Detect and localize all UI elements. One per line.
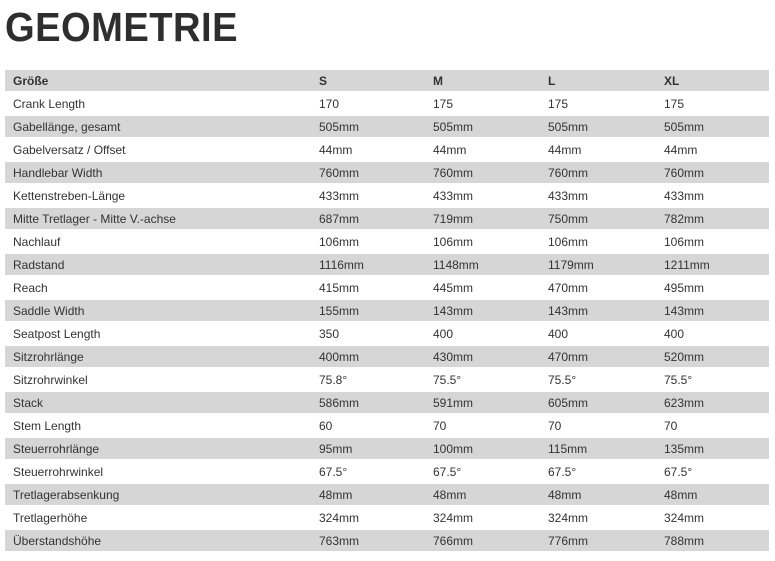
cell-size-m: 505mm bbox=[425, 115, 540, 138]
cell-size-l: 44mm bbox=[540, 138, 656, 161]
cell-size-m: 766mm bbox=[425, 529, 540, 552]
row-label: Handlebar Width bbox=[5, 161, 311, 184]
table-row bbox=[5, 161, 769, 184]
row-label: Kettenstreben-Länge bbox=[5, 184, 311, 207]
cell-size-xl: 505mm bbox=[656, 115, 769, 138]
row-label: Crank Length bbox=[5, 92, 311, 115]
cell-size-l: 67.5° bbox=[540, 460, 656, 483]
table-row bbox=[5, 253, 769, 276]
cell-size-m: 430mm bbox=[425, 345, 540, 368]
cell-size-xl: 495mm bbox=[656, 276, 769, 299]
cell-size-s: 44mm bbox=[311, 138, 425, 161]
row-label: Mitte Tretlager - Mitte V.-achse bbox=[5, 207, 311, 230]
cell-size-l: 75.5° bbox=[540, 368, 656, 391]
header-cell-size-s: S bbox=[311, 70, 425, 92]
page-title: GEOMETRIE bbox=[5, 4, 238, 50]
table-row bbox=[5, 299, 769, 322]
cell-size-l: 175 bbox=[540, 92, 656, 115]
table-row bbox=[5, 437, 769, 460]
table-row bbox=[5, 138, 769, 161]
row-label: Steuerrohrwinkel bbox=[5, 460, 311, 483]
row-label: Stem Length bbox=[5, 414, 311, 437]
cell-size-s: 1116mm bbox=[311, 253, 425, 276]
cell-size-xl: 433mm bbox=[656, 184, 769, 207]
cell-size-l: 106mm bbox=[540, 230, 656, 253]
cell-size-m: 75.5° bbox=[425, 368, 540, 391]
table-row bbox=[5, 368, 769, 391]
cell-size-s: 400mm bbox=[311, 345, 425, 368]
cell-size-l: 48mm bbox=[540, 483, 656, 506]
cell-size-xl: 48mm bbox=[656, 483, 769, 506]
cell-size-l: 70 bbox=[540, 414, 656, 437]
header-cell-size-m: M bbox=[425, 70, 540, 92]
cell-size-l: 433mm bbox=[540, 184, 656, 207]
cell-size-l: 470mm bbox=[540, 345, 656, 368]
cell-size-s: 95mm bbox=[311, 437, 425, 460]
cell-size-m: 1148mm bbox=[425, 253, 540, 276]
cell-size-xl: 400 bbox=[656, 322, 769, 345]
table-row bbox=[5, 391, 769, 414]
cell-size-s: 67.5° bbox=[311, 460, 425, 483]
table-row bbox=[5, 276, 769, 299]
row-label: Gabellänge, gesamt bbox=[5, 115, 311, 138]
cell-size-s: 763mm bbox=[311, 529, 425, 552]
cell-size-l: 143mm bbox=[540, 299, 656, 322]
cell-size-xl: 75.5° bbox=[656, 368, 769, 391]
table-row bbox=[5, 230, 769, 253]
cell-size-xl: 67.5° bbox=[656, 460, 769, 483]
cell-size-xl: 106mm bbox=[656, 230, 769, 253]
table-row bbox=[5, 184, 769, 207]
geometry-table bbox=[5, 70, 769, 553]
table-row bbox=[5, 529, 769, 552]
cell-size-l: 1179mm bbox=[540, 253, 656, 276]
cell-size-m: 324mm bbox=[425, 506, 540, 529]
cell-size-m: 67.5° bbox=[425, 460, 540, 483]
table-row bbox=[5, 506, 769, 529]
row-label: Sitzrohrwinkel bbox=[5, 368, 311, 391]
table-row bbox=[5, 345, 769, 368]
cell-size-xl: 788mm bbox=[656, 529, 769, 552]
table-row bbox=[5, 483, 769, 506]
cell-size-xl: 324mm bbox=[656, 506, 769, 529]
table-row bbox=[5, 414, 769, 437]
cell-size-l: 776mm bbox=[540, 529, 656, 552]
header-cell-size-xl: XL bbox=[656, 70, 769, 92]
cell-size-xl: 44mm bbox=[656, 138, 769, 161]
cell-size-m: 760mm bbox=[425, 161, 540, 184]
cell-size-m: 400 bbox=[425, 322, 540, 345]
row-label: Sitzrohrlänge bbox=[5, 345, 311, 368]
cell-size-m: 44mm bbox=[425, 138, 540, 161]
row-label: Reach bbox=[5, 276, 311, 299]
table-header-row bbox=[5, 70, 769, 92]
cell-size-m: 100mm bbox=[425, 437, 540, 460]
cell-size-s: 415mm bbox=[311, 276, 425, 299]
cell-size-m: 48mm bbox=[425, 483, 540, 506]
cell-size-s: 433mm bbox=[311, 184, 425, 207]
table-row bbox=[5, 322, 769, 345]
cell-size-m: 719mm bbox=[425, 207, 540, 230]
cell-size-s: 106mm bbox=[311, 230, 425, 253]
table-row bbox=[5, 115, 769, 138]
cell-size-s: 586mm bbox=[311, 391, 425, 414]
cell-size-s: 155mm bbox=[311, 299, 425, 322]
header-cell-label: Größe bbox=[5, 70, 311, 92]
cell-size-xl: 135mm bbox=[656, 437, 769, 460]
cell-size-l: 400 bbox=[540, 322, 656, 345]
cell-size-s: 170 bbox=[311, 92, 425, 115]
cell-size-xl: 1211mm bbox=[656, 253, 769, 276]
row-label: Nachlauf bbox=[5, 230, 311, 253]
cell-size-xl: 782mm bbox=[656, 207, 769, 230]
cell-size-l: 760mm bbox=[540, 161, 656, 184]
row-label: Stack bbox=[5, 391, 311, 414]
table-row bbox=[5, 207, 769, 230]
cell-size-s: 760mm bbox=[311, 161, 425, 184]
cell-size-s: 505mm bbox=[311, 115, 425, 138]
cell-size-l: 470mm bbox=[540, 276, 656, 299]
table-row bbox=[5, 92, 769, 115]
cell-size-m: 143mm bbox=[425, 299, 540, 322]
row-label: Radstand bbox=[5, 253, 311, 276]
cell-size-l: 115mm bbox=[540, 437, 656, 460]
cell-size-s: 324mm bbox=[311, 506, 425, 529]
row-label: Saddle Width bbox=[5, 299, 311, 322]
row-label: Tretlagerabsenkung bbox=[5, 483, 311, 506]
cell-size-l: 505mm bbox=[540, 115, 656, 138]
row-label: Steuerrohrlänge bbox=[5, 437, 311, 460]
cell-size-xl: 175 bbox=[656, 92, 769, 115]
cell-size-xl: 520mm bbox=[656, 345, 769, 368]
cell-size-m: 106mm bbox=[425, 230, 540, 253]
header-cell-size-l: L bbox=[540, 70, 656, 92]
cell-size-s: 60 bbox=[311, 414, 425, 437]
cell-size-xl: 623mm bbox=[656, 391, 769, 414]
cell-size-m: 591mm bbox=[425, 391, 540, 414]
cell-size-m: 70 bbox=[425, 414, 540, 437]
cell-size-s: 350 bbox=[311, 322, 425, 345]
cell-size-m: 175 bbox=[425, 92, 540, 115]
cell-size-m: 433mm bbox=[425, 184, 540, 207]
row-label: Überstandshöhe bbox=[5, 529, 311, 552]
cell-size-xl: 143mm bbox=[656, 299, 769, 322]
cell-size-s: 75.8° bbox=[311, 368, 425, 391]
table-row bbox=[5, 460, 769, 483]
cell-size-m: 445mm bbox=[425, 276, 540, 299]
cell-size-l: 750mm bbox=[540, 207, 656, 230]
cell-size-s: 48mm bbox=[311, 483, 425, 506]
cell-size-l: 324mm bbox=[540, 506, 656, 529]
cell-size-xl: 70 bbox=[656, 414, 769, 437]
cell-size-xl: 760mm bbox=[656, 161, 769, 184]
row-label: Gabelversatz / Offset bbox=[5, 138, 311, 161]
cell-size-s: 687mm bbox=[311, 207, 425, 230]
row-label: Seatpost Length bbox=[5, 322, 311, 345]
row-label: Tretlagerhöhe bbox=[5, 506, 311, 529]
cell-size-l: 605mm bbox=[540, 391, 656, 414]
